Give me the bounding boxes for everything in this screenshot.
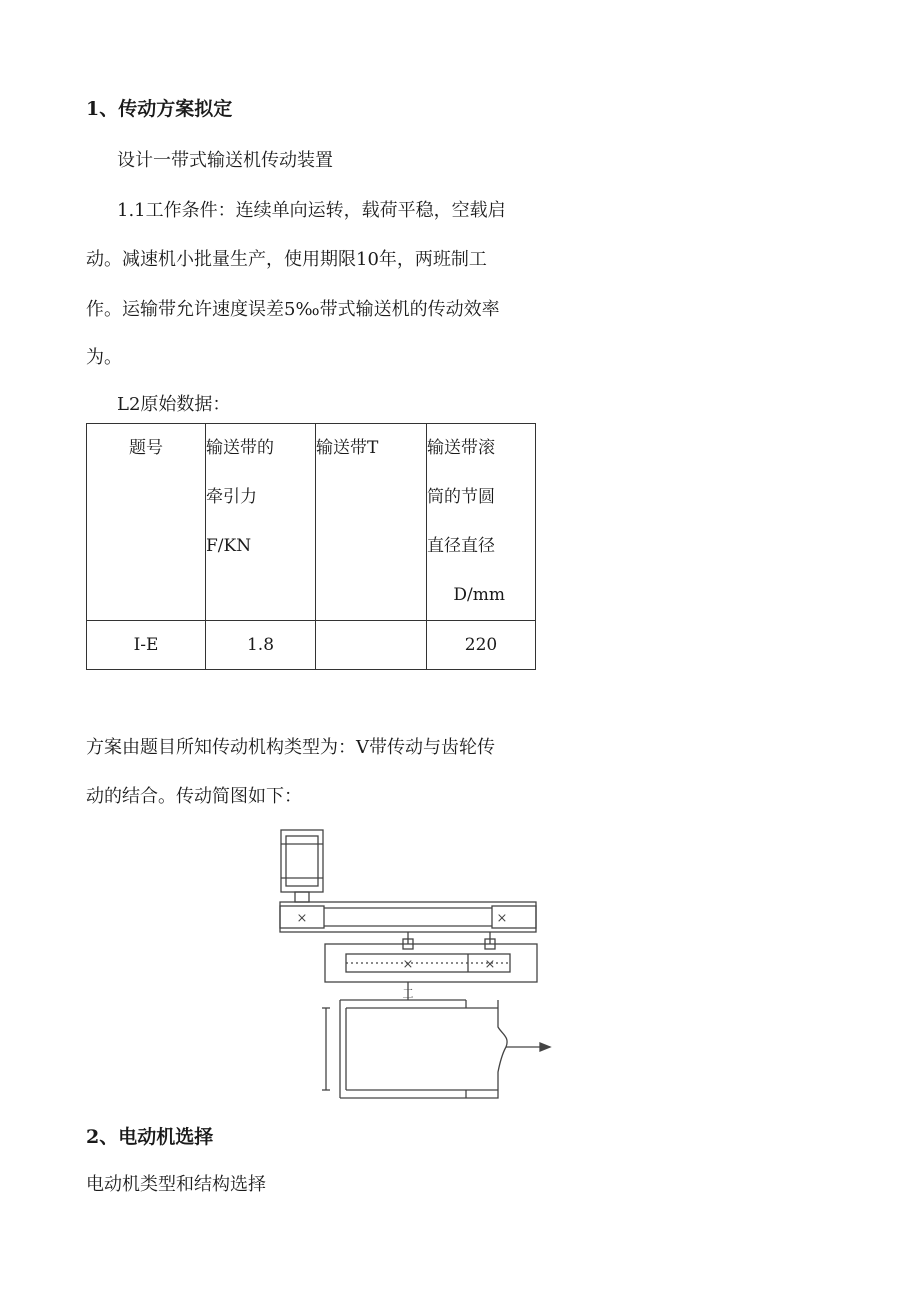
table-header-row xyxy=(87,424,536,621)
gear-reducer xyxy=(325,932,537,982)
header-force-line1: 输送带的 xyxy=(206,438,274,458)
header-speed xyxy=(316,424,427,621)
motor-symbol xyxy=(281,830,323,902)
row-id: I-E xyxy=(87,621,206,670)
header-diameter xyxy=(427,424,536,621)
header-diameter-line3: 直径直径 xyxy=(427,536,495,556)
header-force-line3: F/KN xyxy=(206,536,252,556)
header-force-line2: 牵引力 xyxy=(206,487,257,507)
coupling-mark: 工 xyxy=(402,987,414,1000)
conditions-line1: 1.1工作条件：连续单向运转，载荷平稳，空载启 xyxy=(117,200,506,221)
section2-subtitle: 电动机类型和结构选择 xyxy=(86,1174,266,1195)
header-force xyxy=(206,424,316,621)
section1-intro: 设计一带式输送机传动装置 xyxy=(117,150,333,171)
header-speed-label: 输送带T xyxy=(316,438,379,458)
scheme-line2: 动的结合。传动简图如下： xyxy=(86,786,302,807)
header-id xyxy=(87,424,206,621)
pulley-cross-right: × xyxy=(496,911,508,926)
coupling-symbol xyxy=(403,982,414,1000)
header-id-label: 题号 xyxy=(129,438,163,458)
conveyor-drum xyxy=(322,1000,550,1098)
data-label: L2原始数据： xyxy=(117,394,231,415)
header-diameter-line4: D/mm xyxy=(453,585,505,605)
pulley-cross-left: × xyxy=(296,911,308,926)
v-belt-drive xyxy=(280,902,536,932)
row-speed xyxy=(316,621,427,670)
gear-cross-right: × xyxy=(484,957,496,972)
table-row xyxy=(87,621,536,670)
row-diameter: 220 xyxy=(427,621,536,670)
scheme-line1: 方案由题目所知传动机构类型为：V带传动与齿轮传 xyxy=(86,737,495,758)
header-diameter-line2: 筒的节圆 xyxy=(427,487,495,507)
conditions-line4: 为。 xyxy=(86,347,122,368)
conditions-line3: 作。运输带允许速度误差5‰带式输送机的传动效率 xyxy=(86,299,500,320)
gear-cross-left: × xyxy=(402,957,414,972)
transmission-diagram xyxy=(270,822,560,1112)
header-diameter-line1: 输送带滚 xyxy=(427,438,495,458)
row-force: 1.8 xyxy=(206,621,316,670)
section2-title: 2、电动机选择 xyxy=(86,1126,214,1148)
section1-title: 1、传动方案拟定 xyxy=(86,98,233,120)
data-table xyxy=(86,423,536,670)
conditions-line2: 动。减速机小批量生产，使用期限10年，两班制工 xyxy=(86,249,487,270)
